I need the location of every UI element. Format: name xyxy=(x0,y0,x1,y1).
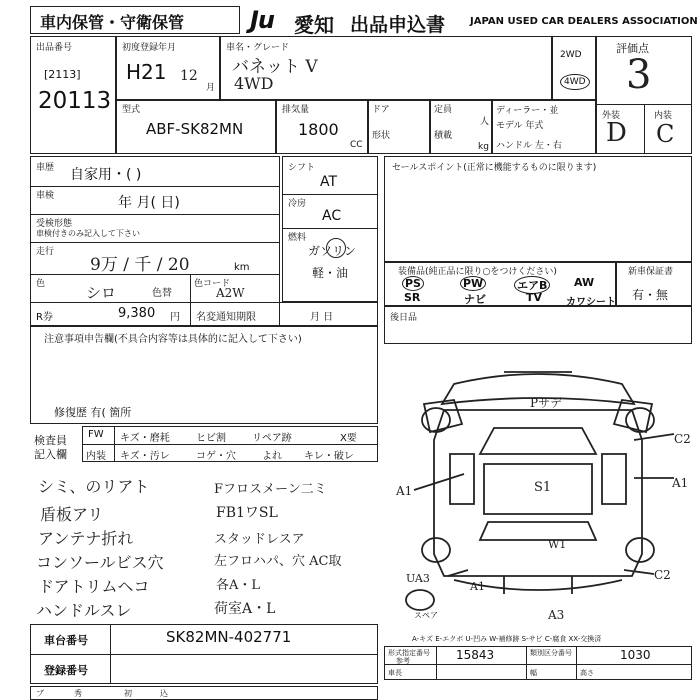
dmg-mark-6: W1 xyxy=(548,538,567,551)
cat-label: 類別区分番号 xyxy=(530,649,572,657)
dmg-mark-8: UA3 xyxy=(406,572,430,585)
lot-label: 出品番号 xyxy=(36,43,73,53)
insp-r1-1: キズ・磨耗 xyxy=(120,433,170,444)
notice-label: 名変通知期限 xyxy=(196,312,256,323)
lot-number: 20113 xyxy=(38,88,112,114)
equip-tv: TV xyxy=(526,291,543,304)
footer-row xyxy=(30,686,378,700)
grade-int: C xyxy=(656,120,675,148)
hist-line-1 xyxy=(30,186,280,187)
hist-line-4 xyxy=(30,274,280,275)
color-label: 色 xyxy=(36,279,46,289)
door-label: ドア xyxy=(372,105,390,115)
footer-cell-3: 込 xyxy=(160,689,168,698)
model-name-label: 車名・グレード xyxy=(226,43,290,53)
hist-line-2 xyxy=(30,214,280,215)
spare-label: スペア xyxy=(414,611,438,620)
color-div xyxy=(190,274,191,302)
reg-number-label: 登録番号 xyxy=(44,664,88,677)
import-label: ディーラー・並 xyxy=(496,106,559,116)
insp-r1-3: リペア跡 xyxy=(252,433,292,444)
bottom-div-2 xyxy=(526,646,527,680)
mech-line-2 xyxy=(282,228,378,229)
use-label: 車歴 xyxy=(36,163,55,173)
grade-ext-label: 外装 xyxy=(602,111,621,121)
fuel-circle xyxy=(326,238,346,258)
use-value: 自家用・( ) xyxy=(70,167,142,183)
equip-aw: AW xyxy=(574,276,595,289)
dmg-mark-4: C2 xyxy=(654,568,671,582)
dmg-mark-1: S1 xyxy=(534,480,552,495)
shift-label: シフト xyxy=(288,163,316,173)
footer-cell-0: ブ xyxy=(36,689,44,698)
inspector-mid xyxy=(82,444,378,445)
history-box xyxy=(30,156,280,326)
equip-navi: ナビ xyxy=(464,293,486,306)
caution-label: 注意事項申告欄(不具合内容等は具体的に記入して下さい) xyxy=(44,334,302,345)
insp-r2-1: キズ・汚レ xyxy=(120,451,170,462)
back-label: 後日品 xyxy=(390,313,418,323)
reg-label: 初度登録年月 xyxy=(122,43,177,53)
dmg-mark-2: A1 xyxy=(672,476,689,490)
grade-ext: D xyxy=(606,118,627,148)
year-label: モデル 年式 xyxy=(496,121,544,131)
equip-sr: SR xyxy=(404,291,421,304)
recycle-label: R券 xyxy=(36,312,53,323)
receive-label: 受検形態 xyxy=(36,219,73,229)
newcar-label: 新車保証書 xyxy=(628,267,674,277)
cat-value: 1030 xyxy=(620,648,651,662)
km-label: 走行 xyxy=(36,247,55,257)
aircon-label: 冷房 xyxy=(288,199,307,209)
equip-leather: カワシート xyxy=(566,297,616,308)
mech-line-1 xyxy=(282,194,378,195)
shape-label: 形状 xyxy=(372,131,391,141)
hist-line-3 xyxy=(30,242,280,243)
receive-note: 車検付きのみ記入して下さい xyxy=(36,229,140,238)
lot-bracket: [2113] xyxy=(44,68,81,81)
bottom-div-3 xyxy=(576,646,577,680)
reg-month: 12 xyxy=(180,68,198,84)
model-no-label: 形式指定番号 xyxy=(388,649,430,657)
note-left-0: シミ、のリアト xyxy=(38,477,150,496)
insp-r2-0: 内装 xyxy=(86,451,106,462)
recycle-yen: 円 xyxy=(170,312,180,323)
chassis-mid xyxy=(30,654,378,655)
note-left-4: ドアトリムヘコ xyxy=(38,577,150,596)
note-right-3: 左フロハパ、穴 AC取 xyxy=(214,554,342,569)
equip-airbag: エアB xyxy=(514,276,550,294)
footer-cell-2: 初 xyxy=(124,689,132,698)
drive-2wd: 2WD xyxy=(560,50,582,60)
insp-r2-4: キレ・破レ xyxy=(304,451,354,462)
drive-box xyxy=(552,36,596,100)
org-name: 愛知 xyxy=(294,13,334,37)
grade-int-label: 内装 xyxy=(654,111,673,121)
insp-r1-2: ヒビ割 xyxy=(196,433,226,444)
insp-r2-3: よれ xyxy=(262,451,282,462)
ju-logo: Ju xyxy=(250,6,275,34)
dmg-mark-0: Pサデ xyxy=(530,396,563,410)
color-value: シロ xyxy=(86,284,117,302)
model-drive: 4WD xyxy=(234,74,274,93)
color-code-label: 色コード xyxy=(194,279,231,289)
type-value: ABF-SK82MN xyxy=(146,120,244,138)
dmg-mark-5: A1 xyxy=(396,484,413,498)
disp-unit: CC xyxy=(350,140,363,150)
recycle-value: 9,380 xyxy=(118,306,156,321)
sales-label: セールスポイント(正常に機能するものに限ります) xyxy=(392,163,597,173)
load-label: 積載 xyxy=(434,131,453,141)
seats-label: 定員 xyxy=(434,105,453,115)
color-code: A2W xyxy=(216,286,245,300)
equip-pw: PW xyxy=(460,276,486,291)
grade-score: 3 xyxy=(626,52,652,98)
inspect-value: 年 月( 日) xyxy=(118,195,180,211)
len-label: 車長 xyxy=(388,669,402,677)
inspector-div xyxy=(114,426,115,462)
grade-label: 評価点 xyxy=(616,42,649,55)
disp-label: 排気量 xyxy=(282,105,310,115)
chassis-label: 車台番号 xyxy=(44,634,88,647)
model-no-sub: 参考 xyxy=(396,657,410,665)
disp-value: 1800 xyxy=(298,120,339,139)
chassis-div xyxy=(110,624,111,684)
doc-title: 出品申込書 xyxy=(350,14,446,36)
km-value: 9万 / 千 / 20 xyxy=(90,255,190,275)
notice-value: 月 日 xyxy=(310,312,334,323)
damage-legend: A-キズ E-エクボ U-凹み W-補修跡 S-サビ C-腐食 XX-交換済 xyxy=(412,635,602,643)
model-no: 15843 xyxy=(456,648,495,662)
dmg-mark-7: A1 xyxy=(470,580,485,593)
seats-unit: 人 xyxy=(480,117,490,127)
width-label: 幅 xyxy=(530,669,537,677)
note-left-3: コンソールビス穴 xyxy=(36,553,164,572)
inspector-label-2: 記入欄 xyxy=(34,448,67,461)
insp-r1-4: X要 xyxy=(340,433,357,444)
inspector-label-1: 検査員 xyxy=(34,434,67,447)
assoc-name: JAPAN USED CAR DEALERS ASSOCIATION xyxy=(470,16,698,27)
model-name: バネット V xyxy=(232,57,318,77)
fuel-value: ガソリン xyxy=(308,244,357,258)
note-right-4: 各A・L xyxy=(216,578,261,593)
km-unit: km xyxy=(234,262,250,273)
chassis-number: SK82MN-402771 xyxy=(166,628,292,646)
insp-r2-2: コゲ・穴 xyxy=(196,451,236,462)
newcar-value: 有・無 xyxy=(632,288,669,302)
note-right-2: スタッドレスア xyxy=(214,532,305,547)
bottom-mid xyxy=(384,664,692,665)
note-right-5: 荷室A・L xyxy=(214,601,276,617)
fuel-value2: 軽・油 xyxy=(312,266,349,280)
reg-month-unit: 月 xyxy=(206,83,216,93)
fuel-label: 燃料 xyxy=(288,233,307,243)
note-left-2: アンテナ折れ xyxy=(38,529,134,548)
handle-label: ハンドル 左・右 xyxy=(496,141,562,151)
type-label: 型式 xyxy=(122,105,141,115)
note-left-1: 盾板アリ xyxy=(40,505,104,524)
back-box xyxy=(384,306,692,344)
bottom-div-1 xyxy=(436,646,437,680)
footer-cell-1: 秀 xyxy=(74,689,82,698)
color-swap: 色替 xyxy=(152,288,172,299)
equip-label: 装備品(純正品に限り○をつけください) xyxy=(398,267,557,277)
grade-mid xyxy=(644,104,645,154)
insp-r1-0: FW xyxy=(88,429,104,440)
storage-label: 車内保管・守衛保管 xyxy=(40,13,185,32)
load-unit: kg xyxy=(478,142,489,152)
reg-year: H21 xyxy=(126,60,167,84)
aircon-value: AC xyxy=(322,208,342,224)
dmg-mark-9: A3 xyxy=(548,608,565,622)
shift-value: AT xyxy=(320,174,338,190)
height-label: 高さ xyxy=(580,669,594,677)
note-left-5: ハンドルスレ xyxy=(36,601,132,620)
equip-ps: PS xyxy=(402,276,424,291)
note-right-0: Fフロスメーン二ミ xyxy=(214,482,327,497)
dmg-mark-3: C2 xyxy=(674,432,691,446)
drive-4wd: 4WD xyxy=(560,74,590,90)
repair-label: 修復歴 有( 箇所 xyxy=(54,406,132,419)
inspect-label: 車検 xyxy=(36,191,55,201)
note-right-1: FB1ワSL xyxy=(216,505,278,521)
